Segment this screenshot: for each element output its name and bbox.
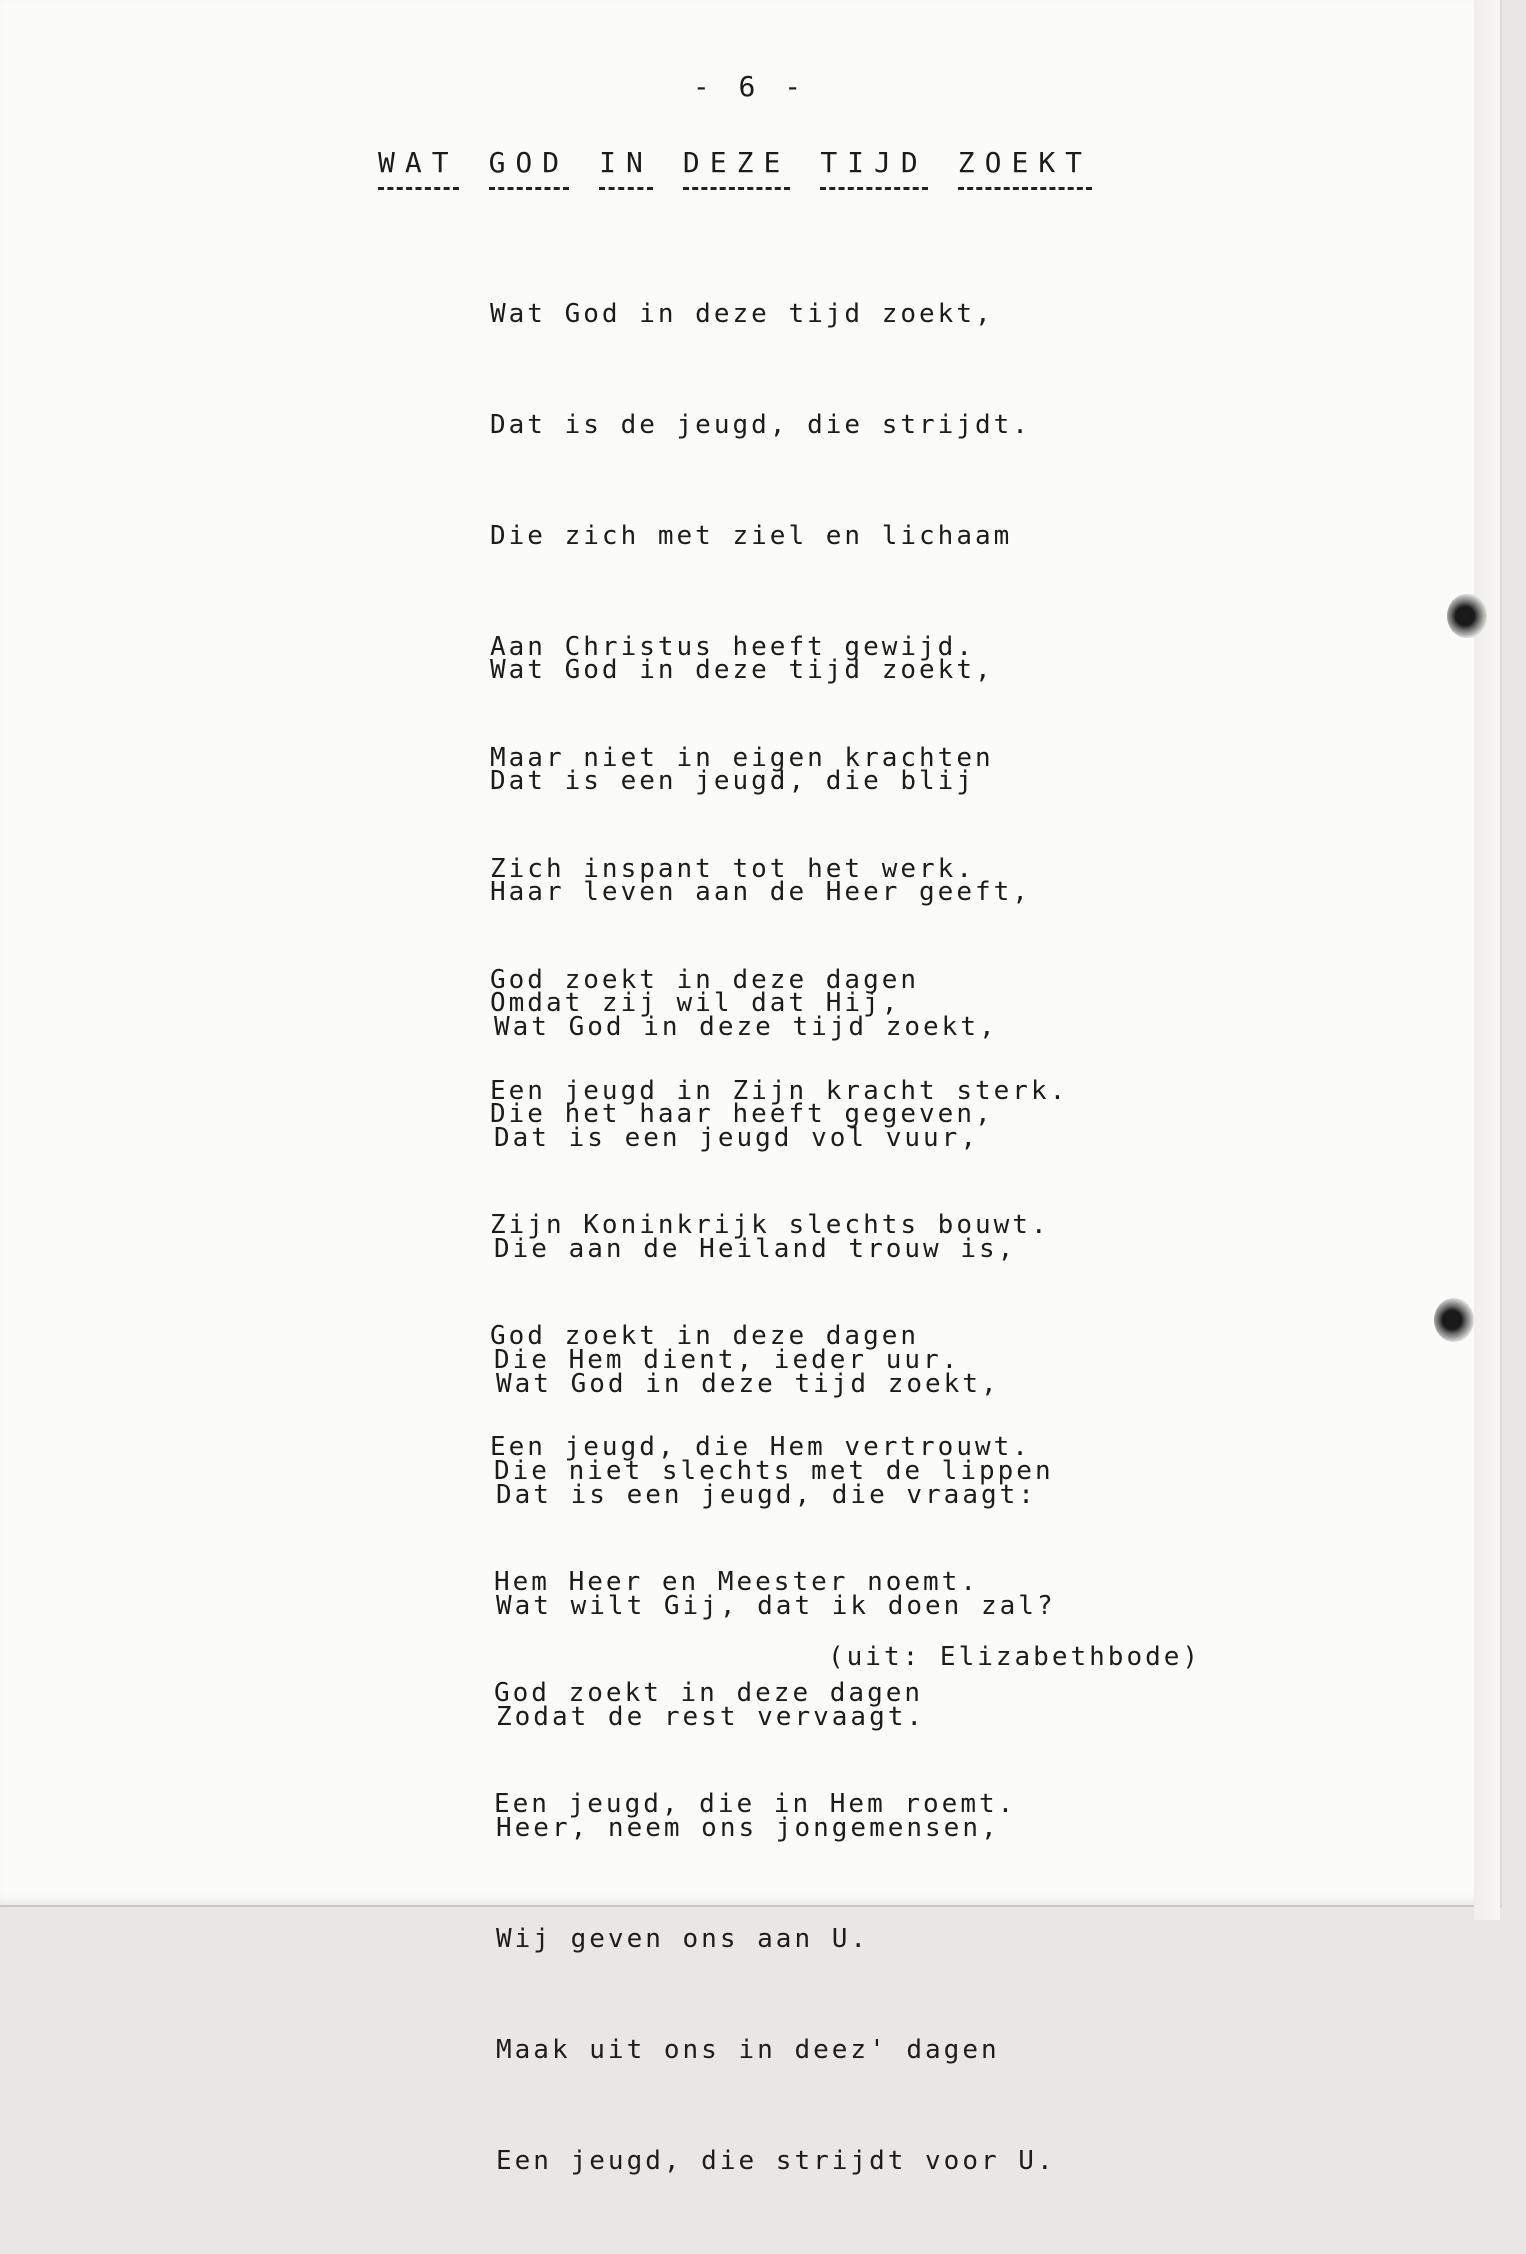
poem-line: Zijn Koninkrijk slechts bouwt. [490, 1210, 1050, 1240]
poem-title [378, 146, 1092, 190]
poem-line: Wat God in deze tijd zoekt, [490, 299, 994, 329]
title-word: DEZE [683, 146, 790, 190]
title-word: IN [599, 146, 653, 190]
poem-line: Die Hem dient, ieder uur. [494, 1345, 961, 1375]
poem-line: Wat wilt Gij, dat ik doen zal? [496, 1591, 1056, 1621]
source-citation: (uit: Elizabethbode) [828, 1642, 1202, 1672]
poem-line: Wat God in deze tijd zoekt, [496, 1369, 1000, 1399]
poem-line: Die aan de Heiland trouw is, [494, 1234, 1017, 1264]
title-word: GOD [489, 146, 570, 190]
poem-line: Wat God in deze tijd zoekt, [490, 655, 994, 685]
poem-line: Haar leven aan de Heer geeft, [490, 877, 1031, 907]
poem-line: Dat is een jeugd, die vraagt: [496, 1480, 1037, 1510]
poem-line: Wij geven ons aan U. [496, 1924, 870, 1954]
poem-line: God zoekt in deze dagen [490, 1321, 920, 1351]
poem-line: Een jeugd in Zijn kracht sterk. [490, 1076, 1069, 1106]
poem-line: Die het haar heeft gegeven, [490, 1099, 994, 1129]
poem-line: Dat is de jeugd, die strijdt. [490, 410, 1031, 440]
page-edge [1474, 0, 1500, 1920]
poem-line: Een jeugd, die Hem vertrouwt. [490, 1432, 1031, 1462]
poem-line: Een jeugd, die strijdt voor U. [496, 2146, 1056, 2176]
poem-line: Wat God in deze tijd zoekt, [494, 1012, 998, 1042]
poem-line: God zoekt in deze dagen [490, 965, 920, 995]
poem-line: Dat is een jeugd, die blij [490, 766, 975, 796]
poem-line: Die zich met ziel en lichaam [490, 521, 1013, 551]
poem-line: Heer, neem ons jongemensen, [496, 1813, 1000, 1843]
poem-line: Aan Christus heeft gewijd. [490, 632, 975, 662]
punch-hole-icon [1447, 594, 1487, 638]
page-number: - 6 - [692, 70, 808, 103]
poem-line: Een jeugd, die in Hem roemt. [494, 1789, 1017, 1819]
title-word: ZOEKT [958, 146, 1092, 190]
poem-line: Die niet slechts met de lippen [494, 1456, 1054, 1486]
poem-line: Maar niet in eigen krachten [490, 743, 994, 773]
title-word: WAT [378, 146, 459, 190]
poem-line: Omdat zij wil dat Hij, [490, 988, 901, 1018]
poem-line: Dat is een jeugd vol vuur, [494, 1123, 979, 1153]
poem-line: Zich inspant tot het werk. [490, 854, 975, 884]
stanza-4 [496, 1292, 1056, 2254]
poem-line: Hem Heer en Meester noemt. [494, 1567, 979, 1597]
poem-line: Maak uit ons in deez' dagen [496, 2035, 1000, 2065]
poem-line: Zodat de rest vervaagt. [496, 1702, 926, 1732]
poem-line: God zoekt in deze dagen [494, 1678, 924, 1708]
title-word: TIJD [820, 146, 927, 190]
punch-hole-icon [1434, 1298, 1474, 1342]
